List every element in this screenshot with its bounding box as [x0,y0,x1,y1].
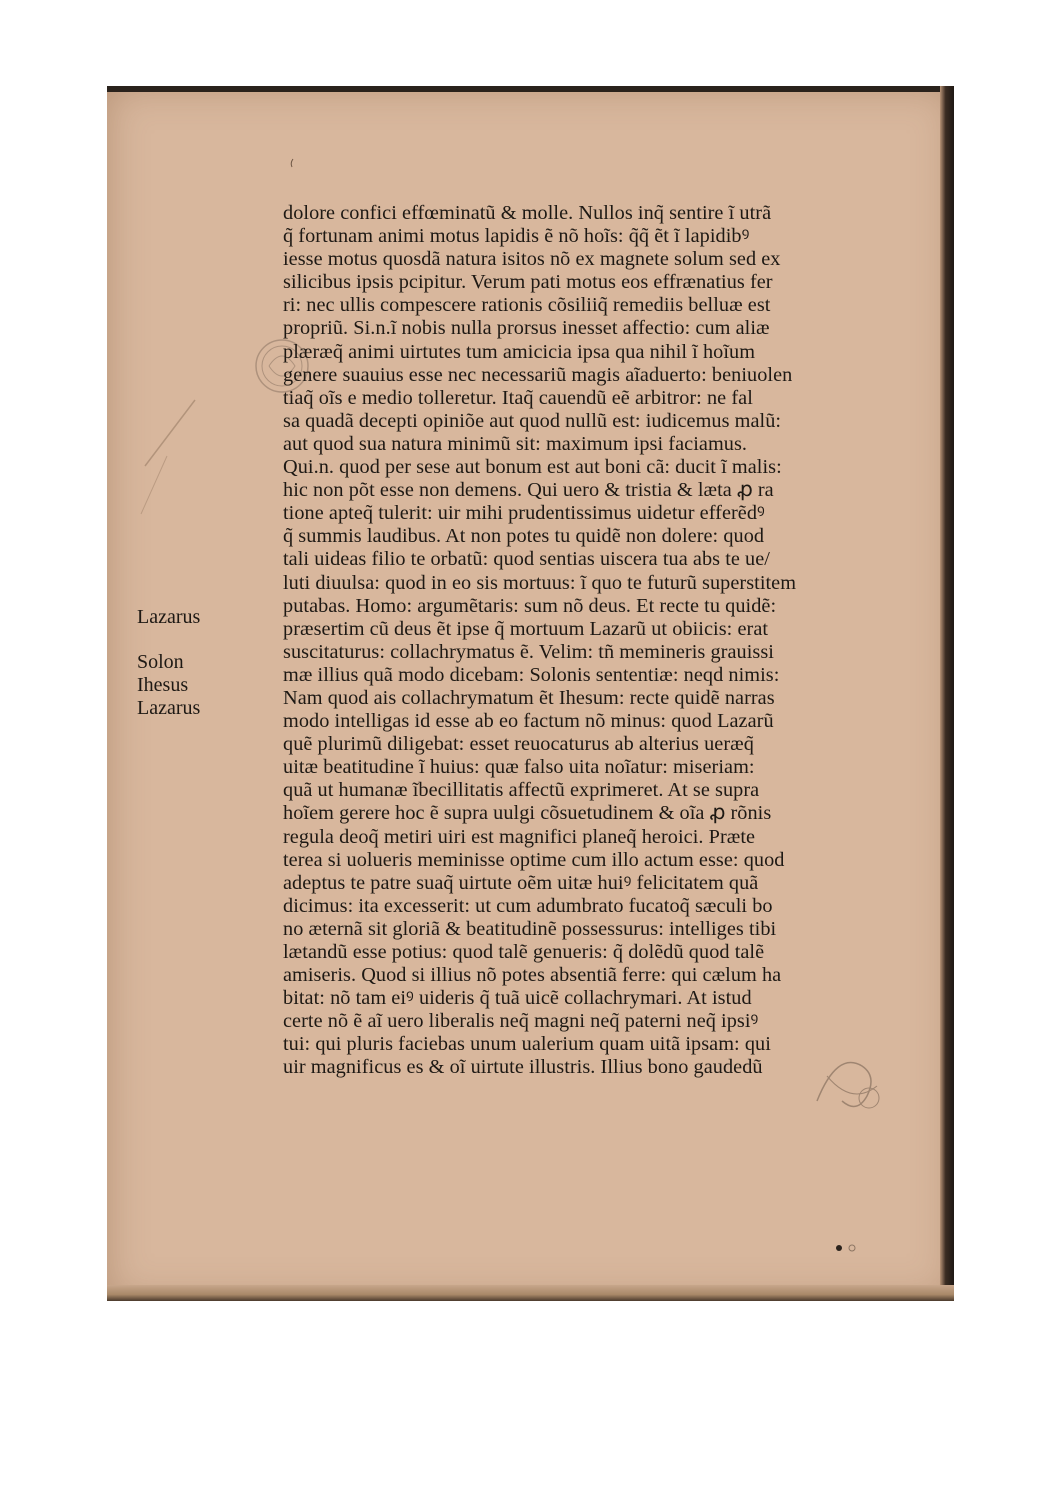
text-line: silicibus ipsis pcipitur. Verum pati motus eos effrænatius fer [283,271,773,294]
margin-note: Ihesus [137,674,189,696]
text-line: putabas. Homo: argumẽtaris: sum nõ deus. Et recte tu quidẽ: [283,594,777,617]
ink-spots [833,1242,863,1254]
text-line: tiaq̃ oĩs e medio tolleretur. Itaq̃ cauendũ eẽ arbitror: ne fal [283,386,753,409]
text-line: dicimus: ita excesserit: ut cum adumbrato fucatoq̃ sæculi bo [283,894,773,917]
text-line: præsertim cũ deus ẽt ipse q̃ mortuum Lazarũ ut obiicis: erat [283,617,769,640]
text-line: suscitaturus: collachrymatus ẽ. Velim: tñ memineris grauissi [283,640,774,663]
ink-mark [289,158,295,168]
text-line: Nam quod ais collachrymatum ẽt Ihesum: recte quidẽ narras [283,686,775,709]
text-line: genere suauius esse nec necessariũ magis aĩaduerto: beniuolen [283,363,793,386]
margin-note: Lazarus [137,606,201,628]
text-line: amiseris. Quod si illius nõ potes absentiã ferre: qui cælum ha [283,964,782,987]
text-line: tione apteq̃ tulerit: uir mihi prudentissimus uidetur efferẽdꝰ [283,502,765,525]
text-line: ri: nec ullis compescere rationis cõsiliiq̃ remediis belluæ est [283,294,771,317]
text-line: q̃ fortunam animi motus lapidis ẽ nõ hoĩs: q̃q̃ ẽt ĩ lapidibꝰ [283,225,750,248]
main-text-column [283,202,903,1080]
text-line: tali uideas filio te orbatũ: quod sentias uiscera tua abs te ue/ [283,548,770,571]
text-line: regula deoq̃ metiri uiri est magnifici planeq̃ heroici. Præte [283,825,756,848]
text-line: luti diuulsa: quod in eo sis mortuus: ĩ quo te futurũ superstitem [283,571,797,594]
text-line: adeptus te patre suaq̃ uirtute oẽm uitæ huiꝰ felicitatem quã [283,871,759,894]
text-line: Qui.n. quod per sese aut bonum est aut boni cã: ducit ĩ malis: [283,456,782,479]
page-top-edge [107,86,954,92]
text-line: quã ut humanæ ĩbecillitatis affectũ exprimeret. At se supra [283,779,760,802]
text-line: plæræq̃ animi uirtutes tum amicicia ipsa qua nihil ĩ hoĩum [283,340,756,363]
text-line: uir magnificus es & oĩ uirtute illustris. Illius bono gaudedũ [283,1056,763,1079]
text-line: aut quod sua natura minimũ sit: maximum ipsi faciamus. [283,432,748,455]
stray-pen-stroke [137,396,197,516]
text-line: dolore confici effœminatũ & molle. Nullos inq̃ sentire ĩ utrã [283,202,772,224]
text-line: lætandũ esse potius: quod talẽ genueris: q̃ dolẽdũ quod talẽ [283,941,765,963]
text-line: quẽ plurimũ diligebat: esset reuocaturus ab alterius ueræq̃ [283,733,754,756]
text-line: mæ illius quã modo dicebam: Solonis sententiæ: neqd nimis: [283,663,780,686]
margin-note: Solon [137,651,184,673]
text-line: q̃ summis laudibus. At non potes tu quidẽ non dolere: quod [283,525,765,548]
text-line: sa quadã decepti opiniõe aut quod nullũ est: iudicemus malũ: [283,409,782,432]
text-line: propriũ. Si.n.ĩ nobis nulla prorsus inesset affectio: cum aliæ [283,317,770,340]
text-line: no æternã sit gloriã & beatitudinẽ possessurus: intelliges tibi [283,917,777,940]
margin-note: Lazarus [137,697,201,719]
text-line: uitæ beatitudine ĩ huius: quæ falso uita noĩatur: miseriam: [283,756,755,779]
scanned-page [107,86,954,1301]
page-binding-edge [940,86,954,1301]
text-line: hic non põt esse non demens. Qui uero & tristia & læta ꝓ ra [283,479,774,502]
text-line: certe nõ ẽ aĩ uero liberalis neq̃ magni neq̃ paterni neq̃ ipsiꝰ [283,1010,759,1033]
text-line: terea si uolueris meminisse optime cum illo actum esse: quod [283,848,785,871]
text-line: hoĩem gerere hoc ẽ supra uulgi cõsuetudinem & oĩa ꝓ rõnis [283,802,772,825]
page-bottom-edge [107,1285,954,1301]
text-line: iesse motus quosdã natura isitos nõ ex magnete solum sed ex [283,248,781,271]
text-line: modo intelligas id esse ab eo factum nõ minus: quod Lazarũ [283,710,774,733]
text-line: bitat: nõ tam eiꝰ uideris q̃ tuã uicẽ collachrymari. At istud [283,987,752,1010]
text-line: tui: qui pluris faciebas unum ualerium quam uitã ipsam: qui [283,1033,771,1056]
